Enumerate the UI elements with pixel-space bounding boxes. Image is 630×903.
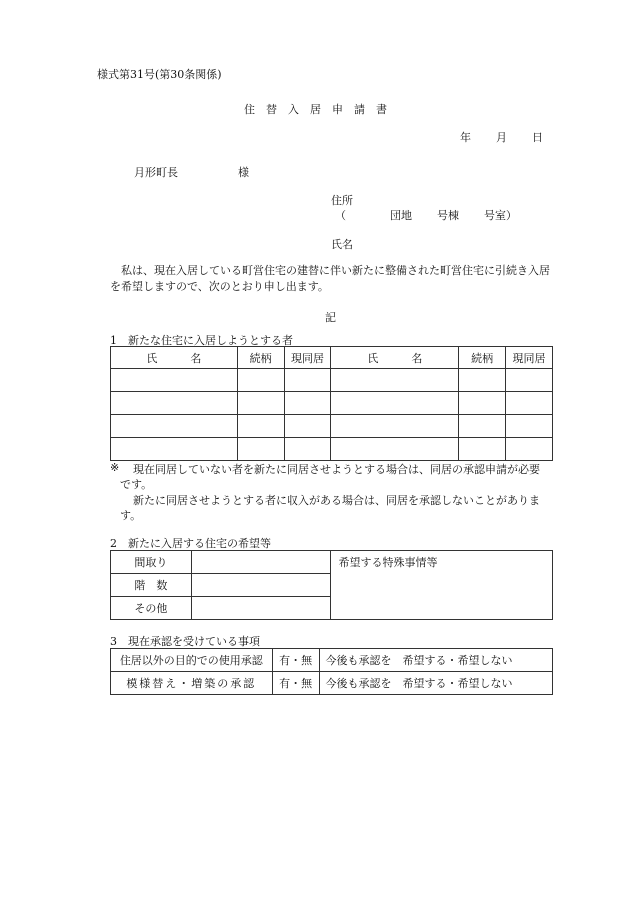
cell-name[interactable]	[331, 415, 459, 438]
header-name-2: 氏 名	[331, 347, 459, 369]
approval-label: 住居以外の目的での使用承認	[111, 649, 273, 672]
section3-heading: 3 現在承認を受けている事項	[110, 635, 260, 648]
honorific: 様	[238, 166, 249, 179]
header-cohabiting-1: 現同居	[284, 347, 331, 369]
cell-cohabiting[interactable]	[506, 438, 553, 461]
yes-no-choice[interactable]: 有・無	[272, 672, 319, 695]
other-field[interactable]	[191, 597, 331, 620]
table-row	[111, 438, 553, 461]
address-label: 住所	[331, 194, 353, 207]
note-mark: ※	[110, 461, 120, 474]
cell-name[interactable]	[111, 392, 238, 415]
table-row	[111, 392, 553, 415]
section2-heading: 2 新たに入居する住宅の希望等	[110, 537, 271, 550]
approval-table	[110, 648, 553, 695]
header-relation-2: 続柄	[459, 347, 506, 369]
cell-name[interactable]	[331, 369, 459, 392]
special-circumstances-cell[interactable]	[331, 551, 553, 620]
note-line1: 現在同居していない者を新たに同居させようとする場合は、同居の承認申請が必要	[133, 463, 540, 476]
cell-relation[interactable]	[237, 392, 284, 415]
date-day: 日	[532, 131, 543, 144]
floor-count-field[interactable]	[191, 574, 331, 597]
table-row	[111, 415, 553, 438]
header-relation-1: 続柄	[237, 347, 284, 369]
cell-name[interactable]	[111, 369, 238, 392]
section1-heading: 1 新たな住宅に入居しようとする者	[110, 334, 293, 347]
cell-cohabiting[interactable]	[506, 369, 553, 392]
note-line2: 新たに同居させようとする者に収入がある場合は、同居を承認しないことがありま	[133, 494, 540, 507]
floor-plan-field[interactable]	[191, 551, 331, 574]
floor-plan-label: 間取り	[111, 551, 192, 574]
cell-name[interactable]	[111, 415, 238, 438]
cell-relation[interactable]	[459, 369, 506, 392]
name-label: 氏名	[331, 238, 353, 251]
cell-cohabiting[interactable]	[284, 369, 331, 392]
table-row	[111, 649, 553, 672]
address-danchi: 団地	[390, 209, 412, 222]
table-row	[111, 672, 553, 695]
table-row	[111, 551, 553, 574]
header-cohabiting-2: 現同居	[506, 347, 553, 369]
cell-relation[interactable]	[459, 415, 506, 438]
cell-relation[interactable]	[459, 392, 506, 415]
cell-name[interactable]	[111, 438, 238, 461]
form-number: 様式第31号(第30条関係)	[97, 68, 222, 81]
addressee: 月形町長	[134, 166, 178, 179]
note-line2-cont: す。	[120, 509, 142, 522]
cell-cohabiting[interactable]	[284, 438, 331, 461]
address-goto: 号棟	[437, 209, 459, 222]
special-circumstances-label: 希望する特殊事情等	[338, 556, 438, 569]
table-header-row	[111, 347, 553, 369]
date-month: 月	[496, 131, 507, 144]
header-name-1: 氏 名	[111, 347, 238, 369]
page-title: 住 替 入 居 申 請 書	[244, 103, 387, 116]
cell-name[interactable]	[331, 438, 459, 461]
cell-relation[interactable]	[237, 415, 284, 438]
yes-no-choice[interactable]: 有・無	[272, 649, 319, 672]
household-table	[110, 346, 553, 461]
future-approval-choice[interactable]: 今後も承認を 希望する・希望しない	[319, 672, 552, 695]
note-line1-cont: です。	[120, 478, 153, 491]
date-year: 年	[460, 131, 471, 144]
table-row	[111, 369, 553, 392]
cell-cohabiting[interactable]	[506, 392, 553, 415]
cell-cohabiting[interactable]	[284, 392, 331, 415]
approval-label: 模様替え・増築の承認	[111, 672, 273, 695]
cell-name[interactable]	[331, 392, 459, 415]
preference-table	[110, 550, 553, 620]
ki-heading: 記	[325, 311, 336, 324]
cell-relation[interactable]	[237, 438, 284, 461]
other-label: その他	[111, 597, 192, 620]
cell-cohabiting[interactable]	[506, 415, 553, 438]
cell-relation[interactable]	[237, 369, 284, 392]
future-approval-choice[interactable]: 今後も承認を 希望する・希望しない	[319, 649, 552, 672]
cell-cohabiting[interactable]	[284, 415, 331, 438]
cell-relation[interactable]	[459, 438, 506, 461]
floor-count-label: 階 数	[111, 574, 192, 597]
address-open-paren: （	[335, 209, 346, 222]
address-goshitsu: 号室）	[484, 209, 517, 222]
body-text: 私は、現在入居している町営住宅の建替に伴い新たに整備された町営住宅に引続き入居を希望しますので、次のとおり申し出ます。	[110, 264, 550, 293]
